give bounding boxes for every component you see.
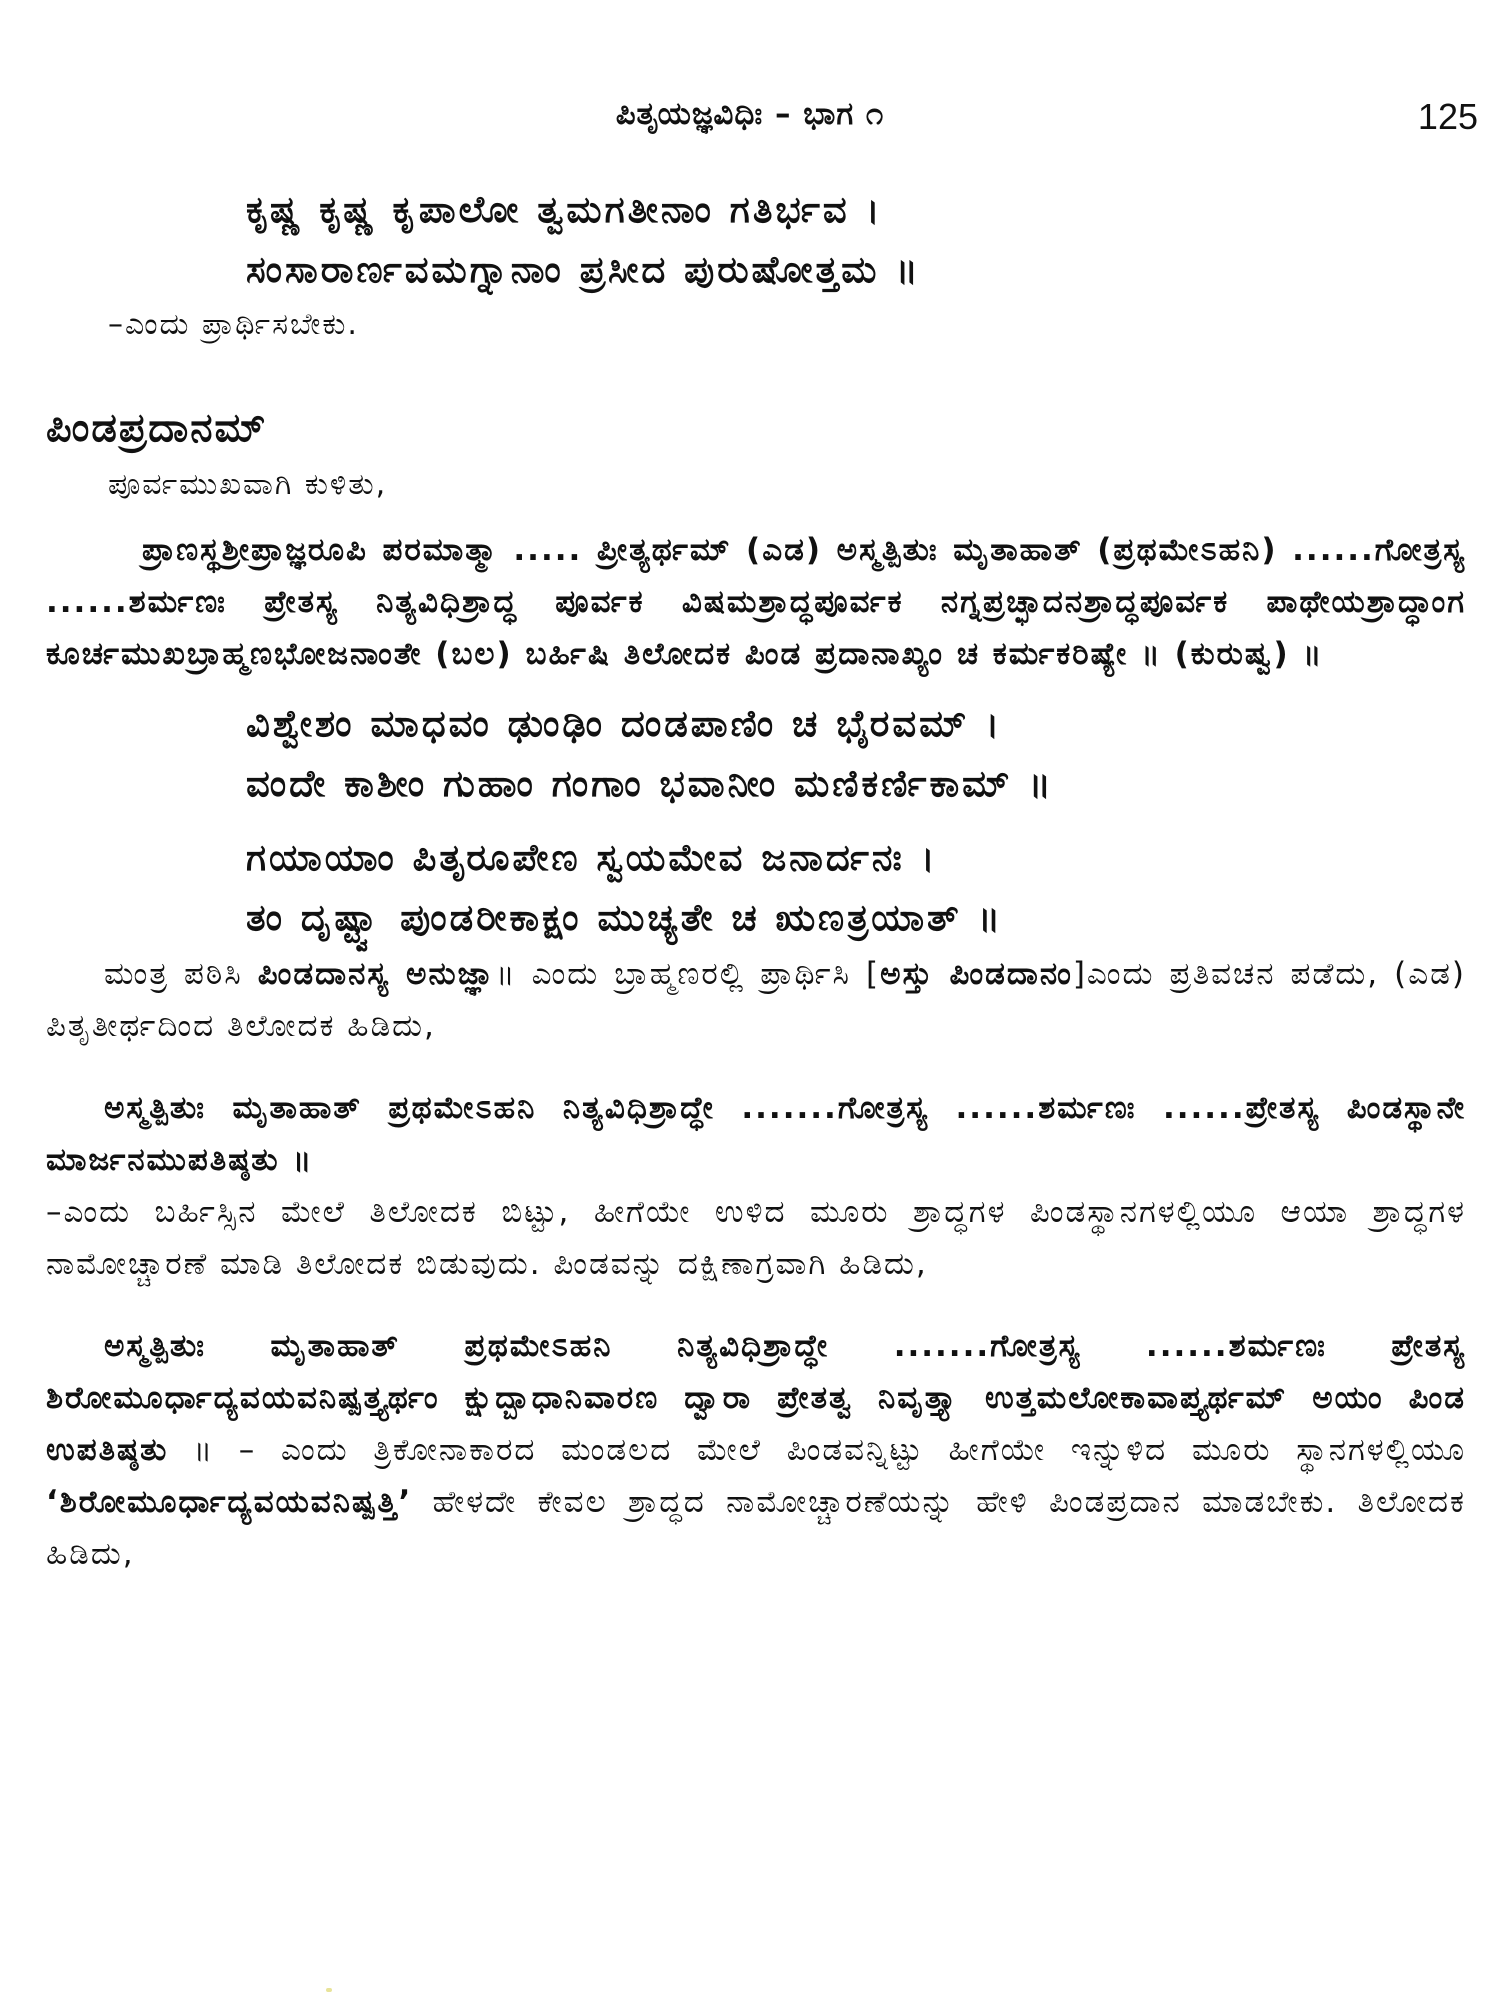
marjana-instruction-paragraph: –ಎಂದು ಬರ್ಹಿಸ್ಸಿನ ಮೇಲೆ ತಿಲೋದಕ ಬಿಟ್ಟು, ಹೀಗೆಯೇ ಉಳಿದ ಮೂರು ಶ್ರಾದ್ಧಗಳ ಪಿಂಡಸ್ಥಾನಗಳಲ್ಲಿಯೂ ಆಯಾ ಶ್ರಾದ್ಧಗಳ ನಾಮೋಚ್ಚಾರಣೆ ಮಾಡಿ ತಿಲೋದಕ ಬಿಡುವುದು. ಪಿಂಡವನ್ನು ದಕ್ಷಿಣಾಗ್ರವಾಗಿ ಹಿಡಿದು, — [46, 1194, 1466, 1282]
sankalpa-paragraph: ಪ್ರಾಣಸ್ಥಶ್ರೀಪ್ರಾಜ್ಞರೂಪಿ ಪರಮಾತ್ಮಾ ..... ಪ್ರೀತ್ಯರ್ಥಮ್ (ಎಡ) ಅಸ್ಮತ್ಪಿತುಃ ಮೃತಾಹಾತ್ (ಪ್ರಥಮೇಽಹನಿ) ......ಗೋತ್ರಸ್ಯ ......ಶರ್ಮಣಃ ಪ್ರೇತಸ್ಯ ನಿತ್ಯವಿಧಿಶ್ರಾದ್ಧ ಪೂರ್ವಕ ವಿಷಮಶ್ರಾದ್ಧಪೂರ್ವಕ ನಗ್ನಪ್ರಚ್ಛಾದನಶ್ರಾದ್ಧಪೂರ್ವಕ ಪಾಥೇಯಶ್ರಾದ್ಧಾಂಗ ಕೂರ್ಚಮುಖಬ್ರಾಹ್ಮಣಭೋಜನಾಂತೇ (ಬಲ) ಬರ್ಹಿಷಿ ತಿಲೋದಕ ಪಿಂಡ ಪ್ರದಾನಾಖ್ಯಂ ಚ ಕರ್ಮಕರಿಷ್ಯೇ ॥ (ಕುರುಷ್ವ) ॥ — [46, 532, 1466, 672]
text-run: ॥ ಎಂದು ಬ್ರಾಹ್ಮಣರಲ್ಲಿ ಪ್ರಾರ್ಥಿಸಿ [ — [495, 956, 881, 992]
verse-line: ಸಂಸಾರಾರ್ಣವಮಗ್ನಾನಾಂ ಪ್ರಸೀದ ಪುರುಷೋತ್ತಮ ॥ — [246, 248, 921, 291]
verse-line: ತಂ ದೃಷ್ಟ್ವಾ ಪುಂಡರೀಕಾಕ್ಷಂ ಮುಚ್ಯತೇ ಚ ಋಣತ್ರಯಾತ್ ॥ — [246, 896, 1004, 939]
running-title: ಪಿತೃಯಜ್ಞವಿಧಿಃ – ಭಾಗ ೧ — [615, 96, 885, 132]
text-run: ಹೇಳದೇ ಕೇವಲ ಶ್ರಾದ್ಧದ ನಾಮೋಚ್ಚಾರಣೆಯನ್ನು ಹೇಳಿ ಪಿಂಡಪ್ರದಾನ ಮಾಡಬೇಕು. ತಿಲೋದಕ ಹಿಡಿದು, — [46, 1484, 1466, 1572]
verse-line: ಗಯಾಯಾಂ ಪಿತೃರೂಪೇಣ ಸ್ವಯಮೇವ ಜನಾರ್ದನಃ । — [246, 836, 938, 879]
verse-gayayam — [46, 828, 1466, 948]
verse-line: ಕೃಷ್ಣ ಕೃಷ್ಣ ಕೃಪಾಲೋ ತ್ವಮಗತೀನಾಂ ಗತಿರ್ಭವ । — [246, 188, 883, 231]
paper-speck — [326, 1988, 332, 1992]
bold-text-run: ಪಿಂಡದಾನಸ್ಯ ಅನುಜ್ಞಾ — [257, 956, 496, 992]
verse-line: ವಂದೇ ಕಾಶೀಂ ಗುಹಾಂ ಗಂಗಾಂ ಭವಾನೀಂ ಮಣಿಕರ್ಣಿಕಾಮ್ ॥ — [246, 762, 1054, 805]
bold-text-run: ‘ಶಿರೋಮೂರ್ಧಾದ್ಯವಯವನಿಷ್ಪತ್ತಿ’ — [46, 1484, 413, 1520]
page-number: 125 — [1417, 96, 1478, 137]
bold-text-run: ಅಸ್ಮತ್ಪಿತುಃ ಮೃತಾಹಾತ್ ಪ್ರಥಮೇಽಹನಿ ನಿತ್ಯವಿಧಿಶ್ರಾದ್ಧೇ .......ಗೋತ್ರಸ್ಯ ......ಶರ್ಮಣಃ ಪ್ರೇತಸ್ಯ ಶಿರೋಮೂರ್ಧಾದ್ಯವಯವನಿಷ್ಪತ್ತ್ಯರ್ಥಂ ಕ್ಷುದ್ಬಾಧಾನಿವಾರಣ ದ್ವಾರಾ ಪ್ರೇತತ್ವ ನಿವೃತ್ತ್ಯಾ ಉತ್ತಮಲೋಕಾವಾಪ್ತ್ಯರ್ಥಮ್ ಅಯಂ ಪಿಂಡ ಉಪತಿಷ್ಠತು — [46, 1328, 1466, 1468]
page-body — [46, 180, 1466, 1580]
verse-line: ವಿಶ್ವೇಶಂ ಮಾಧವಂ ಢುಂಢಿಂ ದಂಡಪಾಣಿಂ ಚ ಭೈರವಮ್ । — [246, 702, 1003, 745]
pinda-mantra-paragraph — [46, 1320, 1466, 1580]
section-heading: ಪಿಂಡಪ್ರದಾನಮ್ — [46, 405, 268, 451]
instruction-note: –ಎಂದು ಪ್ರಾರ್ಥಿಸಬೇಕು. — [108, 307, 359, 342]
mantra-instruction-paragraph — [46, 948, 1466, 1052]
verse-vishvesham — [46, 694, 1466, 814]
text-run: ]ಎಂದು ಪ್ರತಿವಚನ ಪಡೆದು, (ಎಡ) ಪಿತೃತೀರ್ಥದಿಂದ ತಿಲೋದಕ ಹಿಡಿದು, — [46, 956, 1467, 1044]
intro-instruction: ಪೂರ್ವಮುಖವಾಗಿ ಕುಳಿತು, — [108, 467, 388, 502]
verse-krishna — [46, 180, 1466, 300]
marjana-mantra: ಅಸ್ಮತ್ಪಿತುಃ ಮೃತಾಹಾತ್ ಪ್ರಥಮೇಽಹನಿ ನಿತ್ಯವಿಧಿಶ್ರಾದ್ಧೇ .......ಗೋತ್ರಸ್ಯ ......ಶರ್ಮಣಃ ......ಪ್ರೇತಸ್ಯ ಪಿಂಡಸ್ಥಾನೇ ಮಾರ್ಜನಮುಪತಿಷ್ಠತು ॥ — [46, 1090, 1466, 1178]
bold-text-run: ಅಸ್ತು ಪಿಂಡದಾನಂ — [880, 956, 1073, 992]
text-run: ॥ – ಎಂದು ತ್ರಿಕೋನಾಕಾರದ ಮಂಡಲದ ಮೇಲೆ ಪಿಂಡವನ್ನಿಟ್ಟು ಹೀಗೆಯೇ ಇನ್ನುಳಿದ ಮೂರು ಸ್ಥಾನಗಳಲ್ಲಿಯೂ — [168, 1432, 1466, 1468]
text-run: ಮಂತ್ರ ಪಠಿಸಿ — [104, 956, 258, 992]
